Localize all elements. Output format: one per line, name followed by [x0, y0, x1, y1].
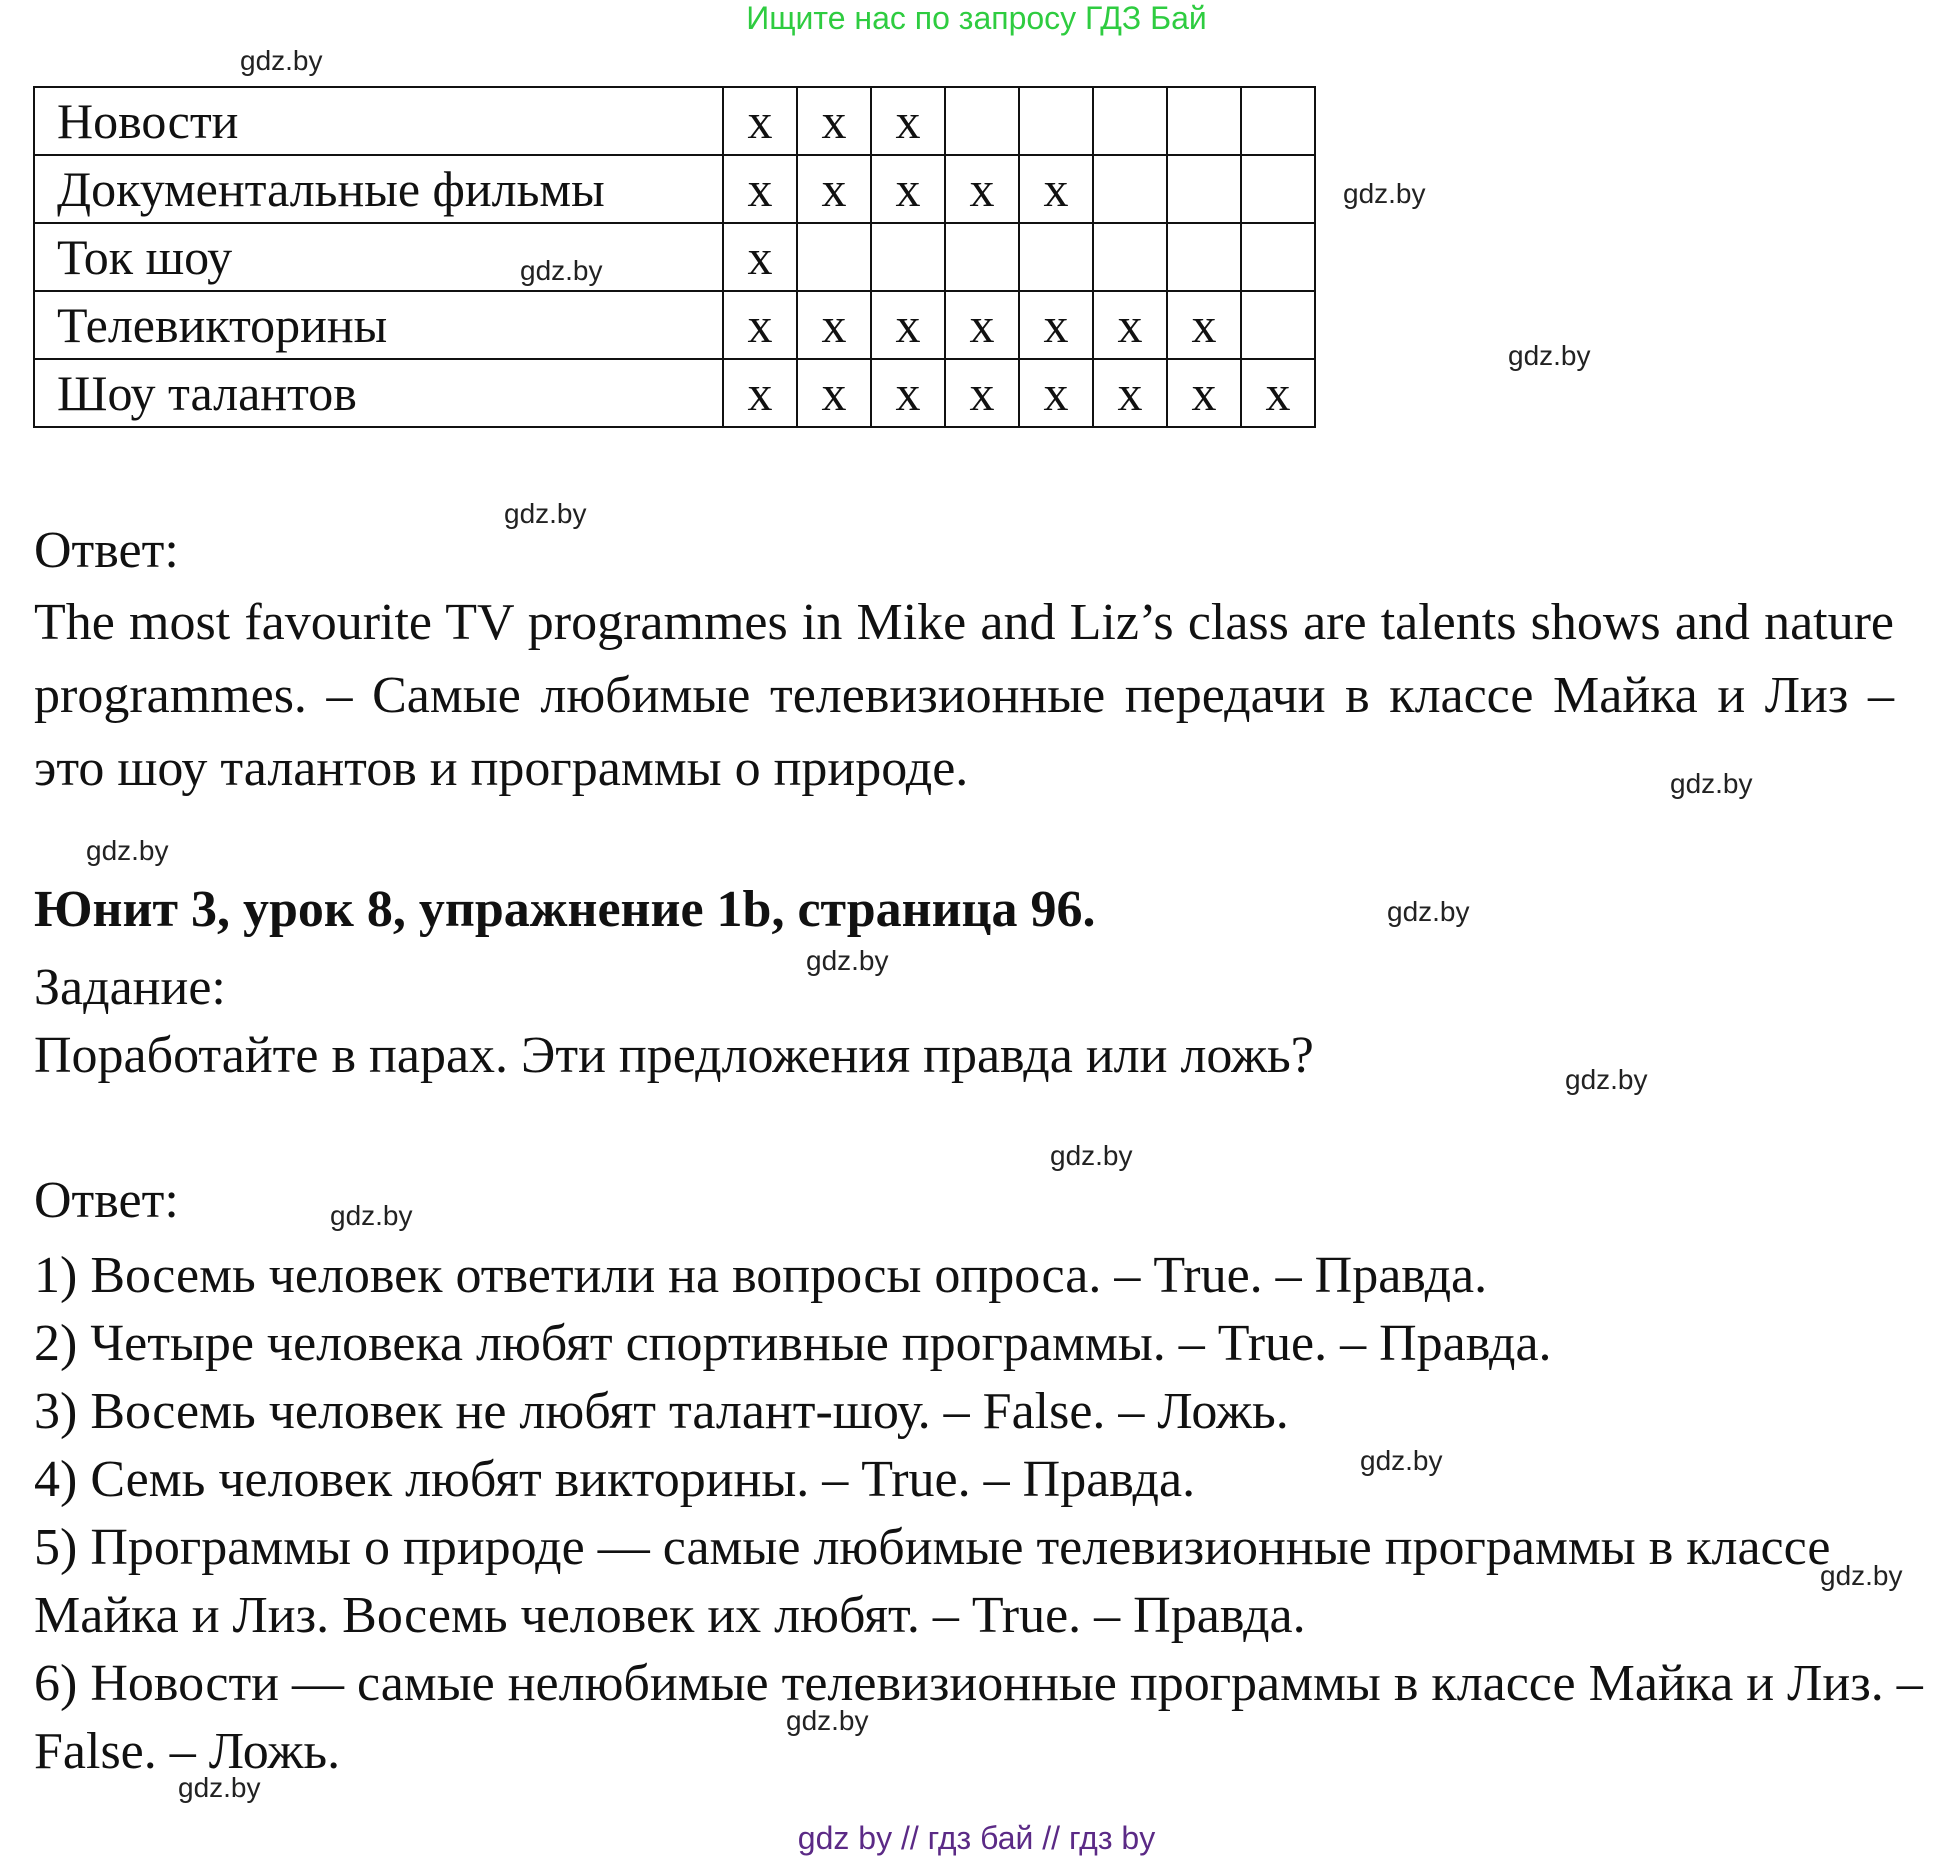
watermark: gdz.by	[786, 1705, 869, 1736]
vote-mark	[1019, 87, 1093, 155]
vote-mark: x	[797, 359, 871, 427]
vote-mark: x	[1019, 155, 1093, 223]
vote-mark	[1167, 87, 1241, 155]
watermark: gdz.by	[1508, 340, 1591, 371]
vote-mark	[1241, 291, 1315, 359]
vote-mark: x	[723, 155, 797, 223]
vote-mark	[1241, 87, 1315, 155]
watermark: gdz.by	[1360, 1445, 1443, 1476]
vote-mark	[1241, 155, 1315, 223]
watermark: gdz.by	[520, 255, 603, 286]
vote-mark: x	[871, 155, 945, 223]
programme-label: Новости	[34, 87, 723, 155]
vote-mark	[1093, 223, 1167, 291]
programme-label: Ток шоу	[34, 223, 723, 291]
vote-mark: x	[945, 155, 1019, 223]
top-banner: Ищите нас по запросу ГДЗ Бай	[746, 0, 1207, 36]
vote-mark: x	[871, 291, 945, 359]
answer-item: 6) Новости — самые нелюбимые телевизионные программы в классе Майка и Лиз. – False. – Ложь.	[34, 1655, 1923, 1780]
watermark: gdz.by	[86, 835, 169, 866]
watermark: gdz.by	[1343, 178, 1426, 209]
vote-mark	[945, 223, 1019, 291]
programme-label: Шоу талантов	[34, 359, 723, 427]
vote-mark	[1093, 155, 1167, 223]
vote-mark	[1167, 223, 1241, 291]
table-row	[34, 155, 1315, 223]
answer-text: The most favourite TV programmes in Mike and Liz’s class are talents shows and nature programmes. – Самые любимые телевизионные передачи в классе Майка и Лиз – это шоу талантов и программы о природе.	[34, 594, 1894, 797]
answer-item: 4) Семь человек любят викторины. – True. – Правда.	[34, 1451, 1196, 1508]
watermark: gdz.by	[1387, 896, 1470, 927]
vote-mark: x	[1167, 291, 1241, 359]
vote-mark: x	[797, 87, 871, 155]
table-row	[34, 359, 1315, 427]
vote-mark: x	[1241, 359, 1315, 427]
answer-label: Ответ:	[34, 522, 179, 579]
vote-mark: x	[871, 359, 945, 427]
vote-mark	[1093, 87, 1167, 155]
answer-item: 1) Восемь человек ответили на вопросы опроса. – True. – Правда.	[34, 1247, 1488, 1304]
vote-mark: x	[1019, 359, 1093, 427]
answer-item: 3) Восемь человек не любят талант-шоу. – False. – Ложь.	[34, 1383, 1289, 1440]
vote-mark: x	[723, 223, 797, 291]
watermark: gdz.by	[504, 498, 587, 529]
task-label: Задание:	[34, 959, 226, 1016]
watermark: gdz.by	[1050, 1140, 1133, 1171]
watermark: gdz.by	[240, 45, 323, 76]
watermark: gdz.by	[1565, 1064, 1648, 1095]
table-row	[34, 223, 1315, 291]
watermark: gdz.by	[178, 1772, 261, 1803]
table-row	[34, 291, 1315, 359]
vote-mark	[871, 223, 945, 291]
vote-mark: x	[1093, 359, 1167, 427]
answer-item: 5) Программы о природе — самые любимые телевизионные программы в классе Майка и Лиз. Восемь человек их любят. – True. – Правда.	[34, 1519, 1831, 1644]
vote-mark: x	[1019, 291, 1093, 359]
vote-mark: x	[797, 155, 871, 223]
table-row	[34, 87, 1315, 155]
task-text: Поработайте в парах. Эти предложения правда или ложь?	[34, 1027, 1314, 1084]
programme-label: Телевикторины	[34, 291, 723, 359]
section-heading: Юнит 3, урок 8, упражнение 1b, страница 96.	[34, 881, 1096, 938]
vote-mark	[1019, 223, 1093, 291]
vote-mark: x	[1093, 291, 1167, 359]
vote-mark	[1241, 223, 1315, 291]
watermark: gdz.by	[1820, 1560, 1903, 1591]
vote-mark: x	[723, 291, 797, 359]
vote-mark: x	[945, 291, 1019, 359]
watermark: gdz.by	[806, 945, 889, 976]
watermark: gdz.by	[330, 1200, 413, 1231]
watermark: gdz.by	[1670, 768, 1753, 799]
vote-mark: x	[1167, 359, 1241, 427]
answer-list	[34, 1242, 1924, 1786]
vote-mark: x	[723, 359, 797, 427]
vote-mark: x	[797, 291, 871, 359]
vote-mark: x	[945, 359, 1019, 427]
programme-label: Документальные фильмы	[34, 155, 723, 223]
vote-mark: x	[723, 87, 797, 155]
vote-mark	[1167, 155, 1241, 223]
answer-label-2: Ответ:	[34, 1172, 179, 1229]
vote-mark	[945, 87, 1019, 155]
answer-item: 2) Четыре человека любят спортивные программы. – True. – Правда.	[34, 1315, 1552, 1372]
tv-programmes-table	[33, 86, 1316, 428]
vote-mark: x	[871, 87, 945, 155]
vote-mark	[797, 223, 871, 291]
footer-links: gdz by // гдз бай // гдз by	[797, 1820, 1156, 1856]
